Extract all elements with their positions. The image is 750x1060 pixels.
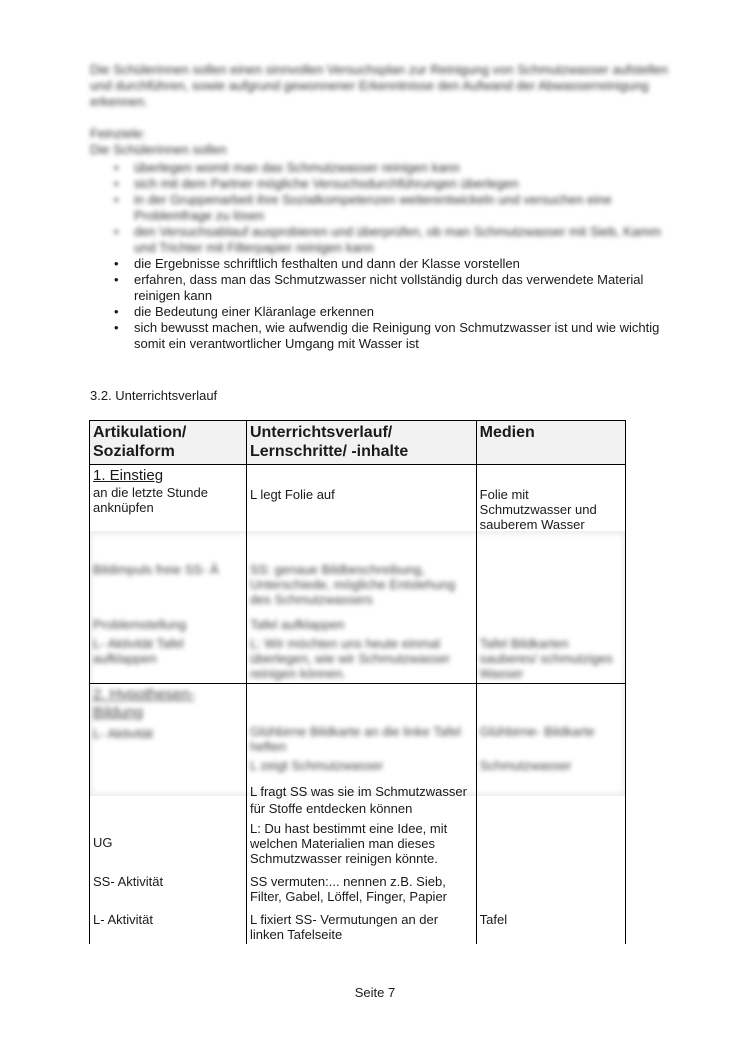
cell: an die letzte Stunde anknüpfen — [93, 485, 208, 515]
goal-item: • die Bedeutung einer Kläranlage erkennen — [90, 304, 670, 320]
goal-item: • überlegen womit man das Schmutzwasser reinigen kann — [90, 160, 670, 176]
cell: SS- Aktivität — [90, 868, 247, 906]
cell: Problemstellung — [90, 609, 247, 634]
cell: SS vermuten:... nennen z.B. Sieb, Filter, Gabel, Löffel, Finger, Papier — [246, 868, 476, 906]
goal-item: • in der Gruppenarbeit ihre Sozialkompetenzen weiterentwickeln und versuchen eine Problemfrage zu lösen — [90, 192, 670, 224]
goal-item: • die Ergebnisse schriftlich festhalten und dann der Klasse vorstellen — [90, 256, 670, 272]
cell: L: Du hast bestimmt eine Idee, mit welchen Materialien man dieses Schmutzwasser reinigen könnte. — [246, 819, 476, 868]
table-header-row — [90, 421, 626, 465]
cell: L: Wir möchten uns heute einmal überlegen, wie wir Schmutzwasser reinigen können. — [246, 634, 476, 684]
cell: Tafel Bildkarten sauberes/ schmutziges Wasser — [476, 634, 625, 684]
goal-item: • sich bewusst machen, wie aufwendig die Reinigung von Schmutzwasser ist und wie wichtig somit ein verantwortlicher Umgang mit Wasser ist — [90, 320, 670, 352]
header-artikulation: Artikulation/ Sozialform — [90, 421, 247, 465]
goals-list — [90, 160, 670, 352]
table-row — [90, 906, 626, 944]
cell: Bildimpuls freie SS- Ä — [90, 534, 247, 609]
cell: UG — [90, 819, 247, 868]
cell: L fragt SS was sie im Schmutzwasser für Stoffe entdecken können — [246, 775, 476, 819]
cell: L- Aktivität — [90, 906, 247, 944]
table-row — [90, 868, 626, 906]
cell: L- Aktivität Tafel aufklappen — [90, 634, 247, 684]
cell: Glühbirne Bildkarte an die linke Tafel heften — [246, 684, 476, 757]
cell: L fixiert SS- Vermutungen an der linken Tafelseite — [246, 906, 476, 944]
cell: Tafel aufklappen — [246, 609, 476, 634]
cell: L zeigt Schmutzwasser — [246, 756, 476, 775]
header-unterrichtsverlauf: Unterrichtsverlauf/ Lernschritte/ -inhalte — [246, 421, 476, 465]
section-title: 3.2. Unterrichtsverlauf — [90, 388, 218, 403]
phase-title: 2. Hypothesen- Bildung — [93, 686, 195, 721]
intro-paragraph: Die Schülerinnen sollen einen sinnvollen Versuchsplan zur Reinigung von Schmutzwasser aufstellen und durchführen, sowie aufgrund gewonnener Erkenntnisse den Aufwand der Abwasserreinigung erkennen. — [90, 62, 669, 109]
blurred-region — [89, 531, 626, 796]
goal-item: • den Versuchsablauf ausprobieren und überprüfen, ob man Schmutzwasser mit Sieb, Kamm und Trichter mit Filterpapier reinigen kann — [90, 224, 670, 256]
goals-intro: Die Schülerinnen sollen — [90, 142, 227, 157]
table-row — [90, 819, 626, 868]
cell: L legt Folie auf — [246, 465, 476, 535]
page-number: Seite 7 — [354, 985, 396, 1000]
cell: Glühbirne- Bildkarte — [476, 684, 625, 757]
table-row — [90, 465, 626, 535]
cell: SS: genaue Bildbeschreibung, Unterschiede, mögliche Entstehung des Schmutzwassers — [246, 534, 476, 609]
cell: Folie mit Schmutzwasser und sauberem Wasser — [476, 465, 625, 535]
cell: Tafel — [476, 906, 625, 944]
cell — [476, 819, 625, 868]
cell: Schmutzwasser — [476, 756, 625, 775]
goal-item: • erfahren, dass man das Schmutzwasser nicht vollständig durch das verwendete Material reinigen kann — [90, 272, 670, 304]
goal-item: • sich mit dem Partner mögliche Versuchsdurchführungen überlegen — [90, 176, 670, 192]
goals-heading: Feinziele: — [90, 126, 146, 141]
cell: L- Aktivität — [93, 726, 153, 741]
phase-title: 1. Einstieg — [93, 467, 164, 484]
header-medien: Medien — [476, 421, 625, 465]
cell — [476, 868, 625, 906]
